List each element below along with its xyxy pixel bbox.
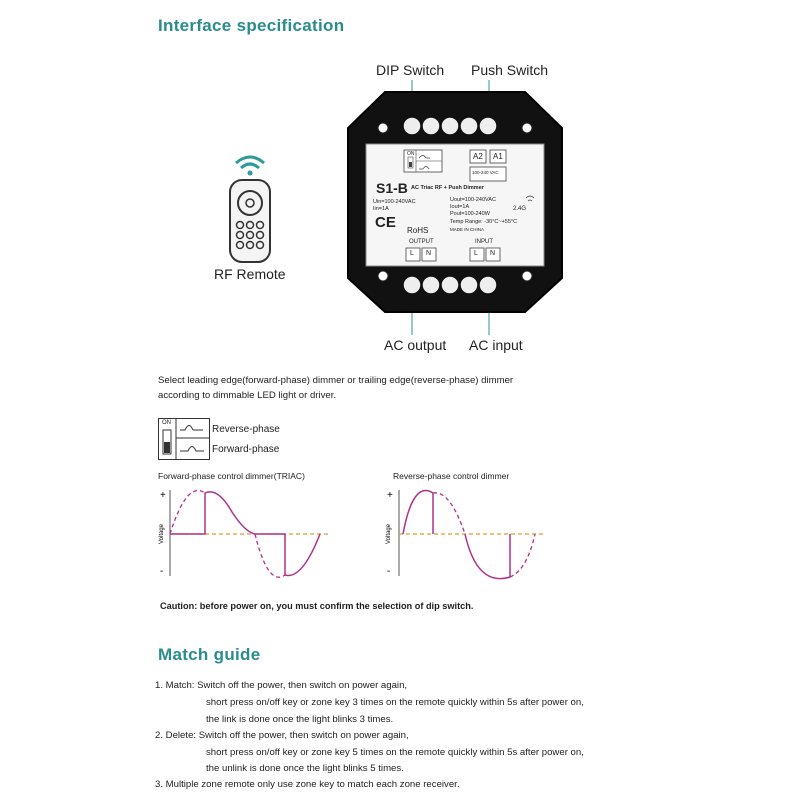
dimmer-device <box>330 80 580 340</box>
match-step-3: 3. Multiple zone remote only use zone key to match each zone receiver. <box>155 779 460 790</box>
device-input-label: INPUT <box>475 239 493 245</box>
device-pout: Pout=100-240W <box>450 211 490 217</box>
forward-dashed-neg <box>255 534 285 577</box>
device-rohs: RoHS <box>407 226 429 235</box>
dip-switch-label: DIP Switch <box>376 62 445 78</box>
device-uin: Uin=100-240VAC <box>373 199 416 205</box>
dip-on-label: ON <box>162 420 171 426</box>
match-step-1-detail: short press on/off key or zone key 3 times on the remote quickly within 5s after power on, <box>206 697 584 708</box>
ac-input-label: AC input <box>469 337 523 353</box>
input-terminal-l: L <box>474 250 478 257</box>
device-iin: Iin=1A <box>373 206 389 212</box>
push-switch-label: Push Switch <box>471 62 549 78</box>
match-step-2: 2. Delete: Switch off the power, then switch on power again, <box>155 730 409 741</box>
wifi-signal-icon <box>236 157 264 176</box>
match-step-2-result: the unlink is done once the light blinks 5 times. <box>206 763 404 774</box>
device-made-in: MADE IN CHINA <box>450 227 485 232</box>
reverse-phase-label: Reverse-phase <box>212 424 280 435</box>
output-terminal-l: L <box>410 250 414 257</box>
forward-chart-title: Forward-phase control dimmer(TRIAC) <box>158 471 305 481</box>
reverse-solid-pos <box>403 490 433 534</box>
forward-dashed-pos <box>170 490 205 534</box>
reverse-phase-waveform <box>385 482 575 582</box>
device-a2: A2 <box>473 152 483 161</box>
device-on: ON <box>407 151 415 157</box>
reverse-minus: - <box>387 566 391 577</box>
selection-line-2: according to dimmable LED light or driver. <box>158 390 337 401</box>
rf-remote-label: RF Remote <box>214 266 286 282</box>
reverse-voltage-label: Voltage <box>386 523 392 544</box>
forward-solid-neg <box>255 534 320 575</box>
forward-plus: + <box>160 490 166 501</box>
input-terminal-n: N <box>490 250 496 257</box>
device-uout: Uout=100-240VAC <box>450 197 496 203</box>
device-model: S1-B <box>376 180 408 196</box>
device-rf: 2.4G <box>513 206 527 212</box>
output-terminal-n: N <box>426 250 432 257</box>
device-subtitle: AC Triac RF + Push Dimmer <box>411 185 484 191</box>
device-iout: Iout=1A <box>450 204 470 210</box>
match-step-2-detail: short press on/off key or zone key 5 times on the remote quickly within 5s after power on, <box>206 747 584 758</box>
reverse-dashed-pos <box>433 493 465 534</box>
device-output-label: OUTPUT <box>409 239 434 245</box>
device-temp: Temp Range: -30°C~+55°C <box>450 219 518 225</box>
forward-phase-waveform <box>150 482 340 582</box>
rf-remote-icon <box>218 145 278 265</box>
match-step-1: 1. Match: Switch off the power, then switch on power again, <box>155 680 408 691</box>
forward-phase-label: Forward-phase <box>212 444 280 455</box>
forward-solid-pos <box>170 492 255 534</box>
device-voltage-rating: 100-240 VAC <box>472 170 499 175</box>
ce-mark: CE <box>375 214 396 231</box>
reverse-solid-neg <box>465 534 510 579</box>
reverse-chart-title: Reverse-phase control dimmer <box>393 471 510 481</box>
forward-voltage-label: Voltage <box>159 523 165 544</box>
selection-line-1: Select leading edge(forward-phase) dimmer or trailing edge(reverse-phase) dimmer <box>158 375 514 386</box>
interface-title: Interface specification <box>158 16 345 35</box>
forward-minus: - <box>160 566 164 577</box>
device-a1: A1 <box>493 152 503 161</box>
match-guide-title: Match guide <box>158 645 261 664</box>
caution-text: Caution: before power on, you must confirm the selection of dip switch. <box>160 601 474 611</box>
reverse-plus: + <box>387 490 393 501</box>
match-step-1-result: the link is done once the light blinks 3 times. <box>206 714 394 725</box>
reverse-dashed-neg <box>510 534 535 577</box>
ac-output-label: AC output <box>384 337 447 353</box>
